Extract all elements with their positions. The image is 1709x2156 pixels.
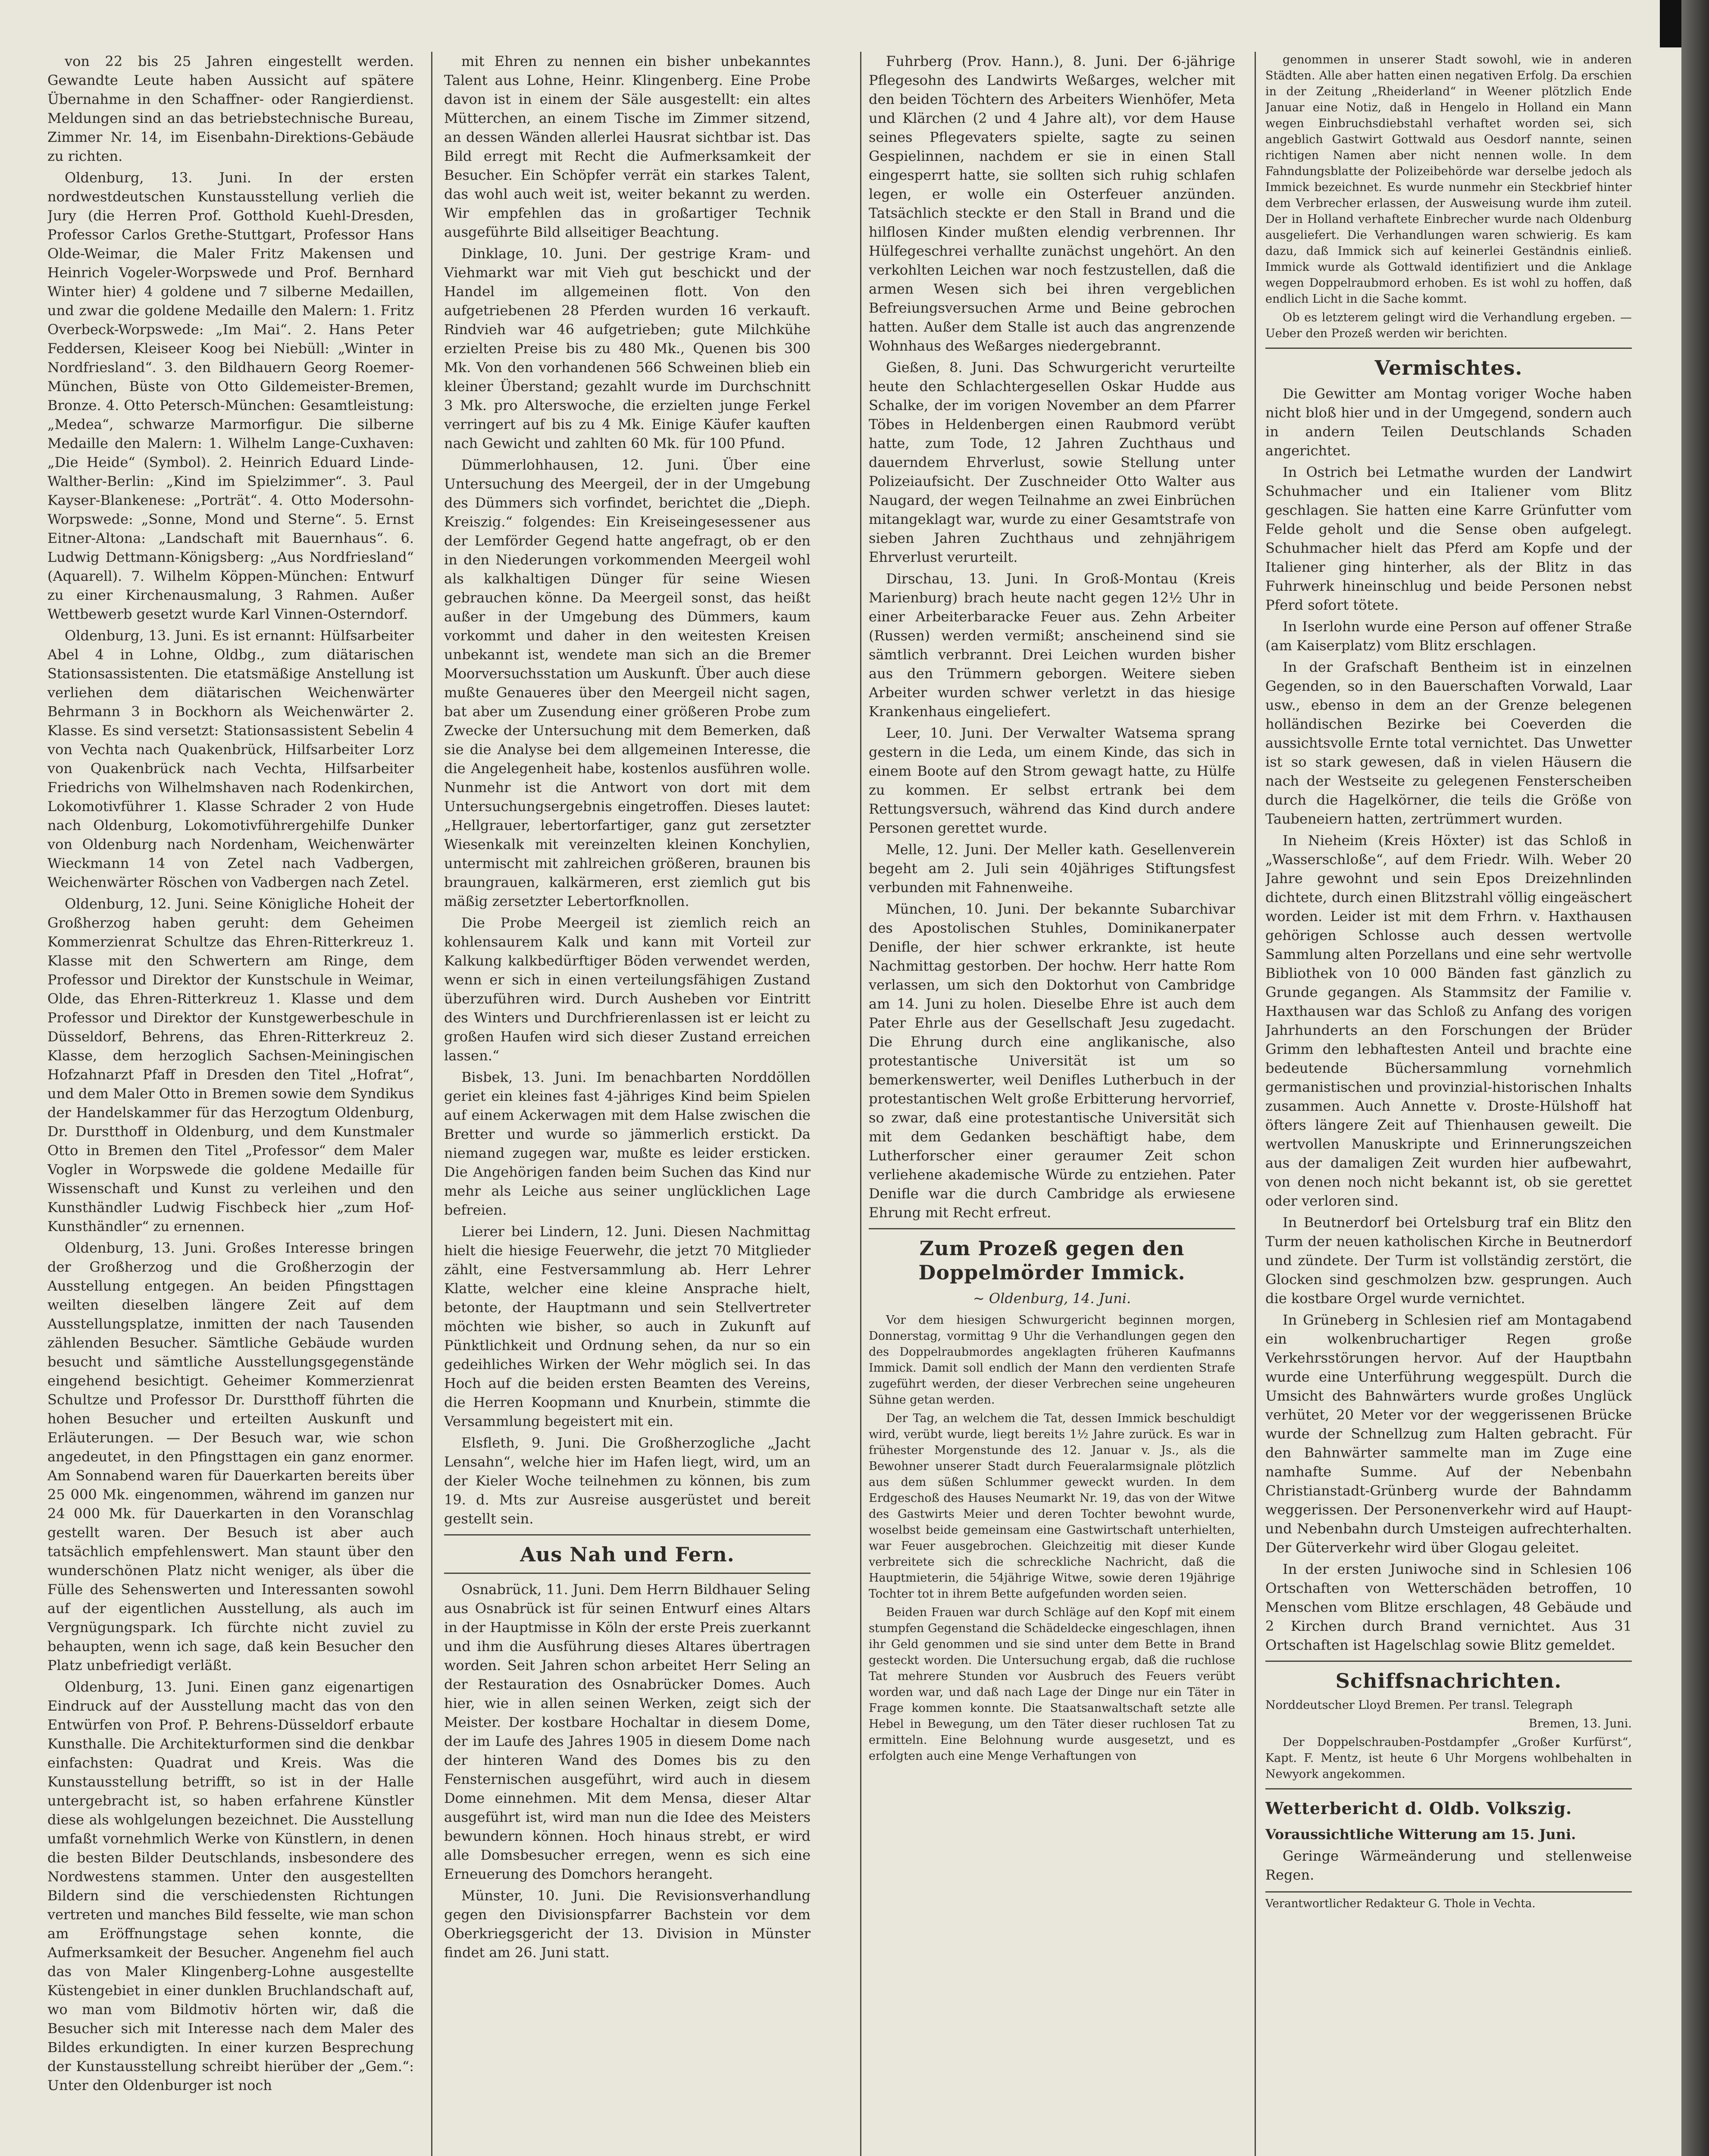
article-paragraph: In Beutnerdorf bei Ortelsburg traf ein Blitz den Turm der neuen katholischen Kirche in Beutnerdorf und zündete. Der Turm ist vollständig zerstört, die Glocken sind geschmolzen bzw. gesprungen. Auch die kostbare Orgel wurde vernichtet. — [1265, 1214, 1632, 1307]
article-paragraph: Fuhrberg (Prov. Hann.), 8. Juni. Der 6-jährige Pflegesohn des Landwirts Weßarges, welcher mit den beiden Töchtern des Arbeiters Wienhöfer, Meta und Klärchen (2 und 4 Jahre alt), vor dem Hause seines Pflegevaters spielte, sagte zu seinen Gespielinnen, nachdem er sie in einen Stall eingesperrt hatte, sie sollten sich ruhig schlafen legen, er wolle ein Osterfeuer anzünden. Tatsächlich steckte er den Stall in Brand und die hilflosen Kinder mußten elendig verbrennen. Ihr Hülfegeschrei verhallte zunächst ungehört. An den verkohlten Leichen war noch festzustellen, daß die armen Wesen sich bei ihren vergeblichen Befreiungsversuchen Arme und Beine gebrochen hatten. Außer dem Stalle ist auch das angrenzende Wohnhaus des Weßarges niedergebrannt. — [869, 53, 1235, 354]
article-paragraph: Oldenburg, 13. Juni. Großes Interesse bringen der Großherzog und die Großherzogin der Ausstellung entgegen. An beiden Pfingsttagen weilten dieselben längere Zeit auf dem Ausstellungsplatze, inmitten der nach Tausenden zählenden Besucher. Sämtliche Gebäude wurden besucht und sämtliche Ausstellungsgegenstände eingehend besichtigt. Geheimer Kommerzienrat Schultze und Professor Dr. Durstthoff führten die hohen Besucher und erteilten Auskunft und Erläuterungen. — Der Besuch war, wie schon angedeutet, in den Pfingsttagen ein ganz enormer. Am Sonnabend waren für Dauerkarten bereits über 25 000 Mk. eingenommen, während im ganzen nur 24 000 Mk. für Dauerkarten in den Voranschlag gestellt waren. Der Besuch ist aber auch tatsächlich empfehlenswert. Man staunt über den wunderschönen Platz nicht weniger, als über die Fülle des Sehenswerten und Interessanten sowohl auf der eigentlichen Ausstellung, als auch im Vergnügungspark. Ich fürchte nicht zuviel zu behaupten, wenn ich sage, daß kein Besucher den Platz unbefriedigt verläßt. — [47, 1240, 414, 1673]
article-paragraph: In Iserlohn wurde eine Person auf offener Straße (am Kaiserplatz) vom Blitz erschlagen. — [1265, 618, 1632, 654]
article-paragraph: Elsfleth, 9. Juni. Die Großherzogliche „Jacht Lensahn“, welche hier im Hafen liegt, wird, um an der Kieler Woche teilnehmen zu können, bis zum 19. d. Mts zur Ausreise ausgerüstet und bereit gestellt sein. — [444, 1435, 811, 1527]
article-paragraph: Dümmerlohhausen, 12. Juni. Über eine Untersuchung des Meergeil, der in der Umgebung des Dümmers sich vorfindet, berichtet die „Dieph. Kreiszig.“ folgendes: Ein Kreiseingesessener aus der Lemförder Gegend hatte angefragt, ob er den in den Niederungen vorkommenden Meergeil wohl als kalkhaltigen Dünger für seine Wiesen gebrauchen könne. Da Meergeil sonst, das heißt außer in der Umgebung des Dümmers, kaum vorkommt und daher in den weitesten Kreisen unbekannt ist, wendete man sich an die Bremer Moorversuchsstation um Auskunft. Über auch diese mußte Genaueres über den Meergeil nicht sagen, bat aber um Zusendung einer größeren Probe zum Zwecke der Untersuchung mit dem Bemerken, daß sie die Analyse bei dem allgemeinen Interesse, die die Angelegenheit habe, kostenlos ausführen wolle. Nunmehr ist die Antwort von dort mit dem Untersuchungsergebnis eingetroffen. Dieses lautet: „Hellgrauer, lebertorfartiger, ganz gut zersetzter Wiesenkalk mit vereinzelten kleinen Konchylien, untermischt mit zahlreichen größeren, braunen bis braungrauen, kalkärmeren, erst ziemlich gut bis mäßig zersetzter Lebertorfknollen. — [444, 457, 811, 909]
section-divider — [1265, 1661, 1632, 1662]
column-rule — [431, 52, 432, 2156]
column-2 — [444, 52, 811, 2156]
section-divider — [444, 1573, 811, 1574]
dark-corner-tab — [1660, 0, 1681, 47]
section-divider — [444, 1534, 811, 1536]
article-paragraph: München, 10. Juni. Der bekannte Subarchivar des Apostolischen Stuhles, Dominikanerpater Denifle, der hier schwer erkrankte, ist heute Nachmittag gestorben. Der hochw. Herr hatte Rom verlassen, um sich den Doktorhut von Cambridge am 14. Juni zu holen. Dieselbe Ehre ist auch dem Pater Ehrle aus der Gesellschaft Jesu zugedacht. Die Ehrung durch eine anglikanische, also protestantische Universität ist um so bemerkenswerter, weil Denifles Lutherbuch in der protestantischen Welt große Erbitterung hervorrief, so zwar, daß eine protestantische Universität sich mit dem Gedanken beschäftigt habe, dem Lutherforscher einer geraumer Zeit schon verliehene akademische Würde zu entziehen. Pater Denifle war die durch Cambridge als erwiesene Ehrung mit Recht erfreut. — [869, 901, 1235, 1221]
article-paragraph: Leer, 10. Juni. Der Verwalter Watsema sprang gestern in die Leda, um einem Kinde, das sich in einem Boote auf den Strom gewagt hatte, zu Hülfe zu kommen. Er selbst ertrank bei dem Rettungsversuch, während das Kind durch andere Personen gerettet wurde. — [869, 725, 1235, 836]
article-paragraph: Dinklage, 10. Juni. Der gestrige Kram- und Viehmarkt war mit Vieh gut beschickt und der Handel im allgemeinen flott. Von den aufgetriebenen 28 Pferden wurden 16 verkauft. Rindvieh war 46 aufgetrieben; gute Milchkühe erzielten Preise bis zu 480 Mk., Quenen bis 300 Mk. Von den vorhandenen 566 Schweinen blieb ein kleiner Überstand; gezahlt wurde im Durchschnitt 3 Mk. pro Alterswoche, die erzielten junge Ferkel verringert auf bis zu 4 Mk. Einige Käufer kauften nach Gewicht und zahlten 60 Mk. für 100 Pfund. — [444, 245, 811, 451]
section-divider — [1265, 348, 1632, 349]
article-paragraph: Oldenburg, 12. Juni. Seine Königliche Hoheit der Großherzog haben geruht: dem Geheimen Kommerzienrat Schultze das Ehren-Ritterkreuz 1. Klasse mit den Schwertern am Ringe, dem Professor und Direktor der Kunstschule in Weimar, Olde, das Ehren-Ritterkreuz 1. Klasse und dem Professor und Direktor der Kunstgewerbeschule in Düsseldorf, Behrens, das Ehren-Ritterkreuz 2. Klasse, dem herzoglich Sachsen-Meiningischen Hofzahnarzt Pfaff in Dresden den Titel „Hofrat“, und dem Maler Otto in Bremen sowie dem Syndikus der Handelskammer für das Herzogtum Oldenburg, Dr. Durstthoff in Oldenburg, und dem Kunstmaler Otto in Bremen den Titel „Professor“ dem Maler Vogler in Worpswede die goldene Medaille für Wissenschaft und Kunst zu verleihen und den Kunsthändler Ludwig Fischbeck hier „zum Hof-Kunsthändler“ zu ernennen. — [47, 896, 414, 1235]
ship-header: Norddeutscher Lloyd Bremen. Per transl. Telegraph — [1265, 1698, 1573, 1712]
ship-notice: Der Doppelschrauben-Postdampfer „Großer Kurfürst“, Kapt. F. Mentz, ist heute 6 Uhr Morgens wohlbehalten in Newyork angekommen. — [1265, 1736, 1632, 1781]
weather-heading: Wetterbericht d. Oldb. Volkszig. — [1265, 1799, 1572, 1818]
column-1 — [47, 52, 414, 2156]
article-paragraph: In Grüneberg in Schlesien rief am Montagabend ein wolkenbruchartiger Regen große Verkehrsstörungen hervor. Auf der Hauptbahn wurde eine Unterführung weggespült. Durch die Umsicht des Bahnwärters wurde großes Unglück verhütet, 20 Meter vor der weggerissenen Brücke wurde der Schnellzug zum Halten gebracht. Für den Bahnwärter sammelte man im Zuge eine namhafte Summe. Auf der Nebenbahn Christianstadt-Grünberg wurde der Bahndamm weggerissen. Der Personenverkehr wird auf Haupt- und Nebenbahn durch Umsteigen aufrechterhalten. Der Güterverkehr wird über Glogau geleitet. — [1265, 1312, 1632, 1556]
editor-footer: Verantwortlicher Redakteur G. Thole in Vechta. — [1265, 1891, 1632, 1912]
section-divider — [1265, 1788, 1632, 1789]
article-paragraph: Die Gewitter am Montag voriger Woche haben nicht bloß hier und in der Umgegend, sondern auch in andern Teilen Deutschlands Schaden angerichtet. — [1265, 385, 1632, 459]
column-4 — [1265, 52, 1632, 2156]
weather-text: Geringe Wärmeänderung und stellenweise Regen. — [1265, 1848, 1632, 1883]
article-heading: Zum Prozeß gegen den Doppelmörder Immick. — [918, 1237, 1186, 1284]
article-paragraph: Dirschau, 13. Juni. In Groß-Montau (Kreis Marienburg) brach heute nacht gegen 12½ Uhr in einer Arbeiterbaracke Feuer aus. Zehn Arbeiter (Russen) werden vermißt; anscheinend sind sie sämtlich verbrannt. Drei Leichen wurden bisher aus den Trümmern geborgen. Weitere sieben Arbeiter wurden schwer verletzt in das hiesige Krankenhaus eingeliefert. — [869, 570, 1235, 720]
article-dateline: ~ Oldenburg, 14. Juni. — [973, 1290, 1131, 1307]
article-paragraph: von 22 bis 25 Jahren eingestellt werden. Gewandte Leute haben Aussicht auf spätere Übernahme in den Schaffner- oder Rangierdienst. Meldungen sind an das betriebstechnische Bureau, Zimmer Nr. 14, im Eisenbahn-Direktions-Gebäude zu richten. — [47, 53, 414, 164]
column-rule — [1255, 52, 1256, 2156]
section-divider — [869, 1228, 1235, 1229]
section-heading: Vermischtes. — [1374, 356, 1523, 379]
article-paragraph: Beiden Frauen war durch Schläge auf den Kopf mit einem stumpfen Gegenstand die Schädeldecke eingeschlagen, ihnen ihr Geld genommen und sie sind unter dem Bette in Brand gesteckt worden. Die Untersuchung ergab, daß die ruchlose Tat mehrere Stunden vor Ausbruch des Feuers verübt worden war, und daß nach Lage der Dinge nur ein Täter in Frage kommen konnte. Die Staatsanwaltschaft setzte alle Hebel in Bewegung, um den Täter dieser ruchlosen Tat zu ermitteln. Eine Belohnung wurde ausgesetzt, und es erfolgten auch eine Menge Verhaftungen von — [869, 1606, 1235, 1763]
article-paragraph: genommen in unserer Stadt sowohl, wie in anderen Städten. Alle aber hatten einen negativen Erfolg. Da erschien in der Zeitung „Rheiderland“ in Weener plötzlich Ende Januar eine Notiz, daß in Hengelo in Holland ein Mann wegen Einbruchsdiebstahl verhaftet worden sei, sich angeblich Gastwirt Gottwald aus Oesdorf nannte, seinen richtigen Namen aber nicht nennen wolle. In dem Fahndungsblatte der Polizeibehörde war derselbe jedoch als Immick bezeichnet. Es wurde nunmehr ein Steckbrief hinter dem Verbrecher erlassen, der Ausweisung wurde ihm zuteil. Der in Holland verhaftete Einbrecher wurde nach Oldenburg ausgeliefert. Die Verhandlungen waren schwierig. Es kam dazu, daß Immick sich auf keinerlei Geständnis einließ. Immick wurde als Gottwald identifiziert und die Anklage wegen Doppelraubmord erhoben. Es ist wohl zu hoffen, daß endlich Licht in die Sache kommt. — [1265, 53, 1632, 306]
article-paragraph: mit Ehren zu nennen ein bisher unbekanntes Talent aus Lohne, Heinr. Klingenberg. Eine Probe davon ist in einem der Säle ausgestellt: ein altes Mütterchen, an einem Tische im Zimmer sitzend, an dessen Wänden allerlei Hausrat sichtbar ist. Das Bild erregt mit Recht die Aufmerksamkeit der Besucher. Ein Schöpfer verrät ein starkes Talent, das wohl auch weit ist, weiter bekannt zu werden. Wir empfehlen das in großartiger Technik ausgeführte Bild allseitiger Beachtung. — [444, 53, 811, 240]
section-heading: Schiffsnachrichten. — [1335, 1669, 1562, 1692]
article-paragraph: Gießen, 8. Juni. Das Schwurgericht verurteilte heute den Schlachtergesellen Oskar Hudde aus Schalke, der im vorigen November an dem Pfarrer Töbes in Heldenbergen einen Raubmord verübt hatte, zum Tode, 12 Jahren Zuchthaus und dauerndem Ehrverlust, sowie Stellung unter Polizeiaufsicht. Der Zuschneider Otto Walter aus Naugard, der wegen Teilnahme an zwei Einbrüchen mitangeklagt war, wurde zu einer Gesamtstrafe von sieben Jahren Zuchthaus und zehnjährigem Ehrverlust verurteilt. — [869, 359, 1235, 565]
column-rule — [860, 52, 861, 2156]
article-paragraph: Ob es letzterem gelingt wird die Verhandlung ergeben. — Ueber den Prozeß werden wir berichten. — [1265, 311, 1632, 340]
page-edge-shadow — [1681, 0, 1709, 2156]
article-paragraph: Oldenburg, 13. Juni. Einen ganz eigenartigen Eindruck auf der Ausstellung macht das von den Entwürfen von Prof. P. Behrens-Düsseldorf erbaute Kunsthalle. Die Architekturformen sind die denkbar einfachsten: Quadrat und Kreis. Was die Kunstausstellung betrifft, so ist in der Halle untergebracht ist, so haben erfahrene Künstler diese als wohlgelungen bezeichnet. Die Ausstellung umfaßt vornehmlich Werke von Künstlern, in denen die besten Bilder Deutschlands, insbesondere des Nordwestens stammen. Unter den ausgestellten Bildern sind die verschiedensten Richtungen vertreten und manches Bild fesselte, wie man schon am Eröffnungstage sehen konnte, die Aufmerksamkeit der Besucher. Angenehm fiel auch das von Maler Klingenberg-Lohne ausgestellte Küstengebiet in einer dunklen Bruchlandschaft auf, wo man vom Bildmotiv hörten wir, daß die Besucher sich mit Interesse nach dem Maler des Bildes erkundigten. In einer kurzen Besprechung der Kunstausstellung schreibt hierüber der „Gem.“: Unter den Oldenburger ist noch — [47, 1679, 414, 2093]
article-paragraph: Oldenburg, 13. Juni. Es ist ernannt: Hülfsarbeiter Abel 4 in Lohne, Oldbg., zum diätarischen Stationsassistenten. Die etatsmäßige Anstellung ist verliehen dem diätarischen Weichenwärter Behrmann 3 in Bockhorn als Weichenwärter 2. Klasse. Es sind versetzt: Stationsassistent Sebelin 4 von Vechta nach Quakenbrück, Hilfsarbeiter Lorz von Quakenbrück nach Vechta, Hilfsarbeiter Friedrichs von Wilhelmshaven nach Rodenkirchen, Lokomotivführer 1. Klasse Schrader 2 von Hude nach Oldenburg, Lokomotivführergehilfe Dunker von Oldenburg nach Nordenham, Weichenwärter Wieckmann 14 von Zetel nach Vadbergen, Weichenwärter Röschen von Vadbergen nach Zetel. — [47, 627, 414, 890]
weather-subheading: Voraussichtliche Witterung am 15. Juni. — [1265, 1826, 1576, 1843]
column-3 — [869, 52, 1235, 2156]
article-paragraph: In Ostrich bei Letmathe wurden der Landwirt Schuhmacher und ein Italiener vom Blitz geschlagen. Sie hatten eine Karre Grünfutter vom Felde geholt und die Sense oben aufgelegt. Schuhmacher hielt das Pferd am Kopfe und der Italiener ging hinterher, als der Blitz in das Fuhrwerk hineinschlug und beide Personen nebst Pferd sofort tötete. — [1265, 464, 1632, 613]
article-paragraph: In der Grafschaft Bentheim ist in einzelnen Gegenden, so in den Bauerschaften Vorwald, Laar usw., ebenso in dem an der Grenze belegenen holländischen Bezirke bei Coeverden die aussichtsvolle Ernte total vernichtet. Das Unwetter ist so stark gewesen, daß in vielen Häusern die nach der Westseite zu gelegenen Fensterscheiben durch die Hagelkörner, die teils die Größe von Taubeneiern hatten, zertrümmert wurden. — [1265, 659, 1632, 827]
article-paragraph: Der Tag, an welchem die Tat, dessen Immick beschuldigt wird, verübt wurde, liegt bereits 1½ Jahre zurück. Es war in frühester Morgenstunde des 12. Januar v. Js., als die Bewohner unserer Stadt durch Feueralarmsignale plötzlich aus dem süßen Schlummer geweckt wurden. In dem Erdgeschoß des Hauses Neumarkt Nr. 19, das von der Witwe des Gastwirts Meier und deren Tochter bewohnt wurde, woselbst beide gemeinsam eine Gastwirtschaft unterhielten, war Feuer ausgebrochen. Gleichzeitig mit dieser Kunde verbreitete sich die schreckliche Nachricht, daß die Hauptmieterin, die 54jährige Witwe, sowie deren 19jährige Tochter tot in ihrem Bette aufgefunden worden seien. — [869, 1412, 1235, 1601]
article-paragraph: Osnabrück, 11. Juni. Dem Herrn Bildhauer Seling aus Osnabrück ist für seinen Entwurf eines Altars in der Hauptmisse in Köln der erste Preis zuerkannt und ihm die Ausführung dieses Altares übertragen worden. Seit Jahren schon arbeitet Herr Seling an der Restauration des Osnabrücker Domes. Auch hier, wie in allen seinen Werken, zeigt sich der Meister. Der kostbare Hochaltar in diesem Dome, der im Laufe des Jahres 1905 in diesem Dome nach der hinteren Wand des Domes bis zu den Fensternischen ausgeführt, wird auch in diesem Dome einnehmen. Mit dem Mensa, dieser Altar ausgeführt ist, wird man nun die Idee des Meisters bewundern können. Hoch hinaus strebt, er wird alle Domsbesucher erregen, wenn es sich eine Erneuerung des Domchors herangeht. — [444, 1581, 811, 1882]
article-paragraph: Lierer bei Lindern, 12. Juni. Diesen Nachmittag hielt die hiesige Feuerwehr, die jetzt 70 Mitglieder zählt, eine Festversammlung ab. Herr Lehrer Klatte, welcher eine kleine Ansprache hielt, betonte, der Hauptmann und sein Stellvertreter möchten wie bisher, so auch in Zukunft auf Pünktlichkeit und Ordnung sehen, da nur so ein gedeihliches Wirken der Wehr möglich sei. In das Hoch auf die beiden ersten Beamten des Vereins, die Herren Koopmann und Knurbein, stimmte die Versammlung begeistert mit ein. — [444, 1223, 811, 1429]
section-heading: Aus Nah und Fern. — [520, 1543, 735, 1566]
article-paragraph: Bisbek, 13. Juni. Im benachbarten Norddöllen geriet ein kleines fast 4-jähriges Kind beim Spielen auf einem Ackerwagen mit dem Halse zwischen die Bretter und wurde so jämmerlich erstickt. Da niemand zugegen war, mußte es leider ersticken. Die Angehörigen fanden beim Suchen das Kind nur mehr als Leiche aus seiner unglücklichen Lage befreien. — [444, 1069, 811, 1218]
article-paragraph: Oldenburg, 13. Juni. In der ersten nordwestdeutschen Kunstausstellung verlieh die Jury (die Herren Prof. Gotthold Kuehl-Dresden, Professor Carlos Grethe-Stuttgart, Professor Hans Olde-Weimar, die Maler Fritz Makensen und Heinrich Vogeler-Worpswede und Prof. Bernhard Winter hier) 4 goldene und 7 silberne Medaillen, und zwar die goldene Medaille den Malern: 1. Fritz Overbeck-Worpswede: „Im Mai“. 2. Hans Peter Feddersen, Kleiseer Koog bei Niebüll: „Winter in Nordfriesland“. 3. den Bildhauern Georg Roemer-München, Büste von Otto Gildemeister-Bremen, Bronze. 4. Otto Petersch-München: Gesamtleistung: „Medea“, schwarze Marmorfigur. Die silberne Medaille den Malern: 1. Wilhelm Lange-Cuxhaven: „Die Heide“ (Symbol). 2. Heinrich Eduard Linde-Walther-Berlin: „Kind im Spielzimmer“. 3. Paul Kayser-Blankenese: „Porträt“. 4. Otto Modersohn-Worpswede: „Sonne, Mond und Sterne“. 5. Ernst Eitner-Altona: „Landschaft mit Bauernhaus“. 6. Ludwig Dettmann-Königsberg: „Aus Nordfriesland“ (Aquarell). 7. Wilhelm Köppen-München: Entwurf zu einer Kirchenausmalung, 3 Rahmen. Außer Wettbewerb gesetzt wurde Karl Vinnen-Osterndorf. — [47, 169, 414, 622]
article-paragraph: In der ersten Juniwoche sind in Schlesien 106 Ortschaften von Wetterschäden betroffen, 10 Menschen vom Blitze erschlagen, 48 Gebäude und 2 Kirchen durch Brand vernichtet. Aus 31 Ortschaften ist Hagelschlag sowie Blitz gemeldet. — [1265, 1561, 1632, 1653]
article-paragraph: Melle, 12. Juni. Der Meller kath. Gesellenverein begeht am 2. Juli sein 40jähriges Stiftungsfest verbunden mit Fahnenweihe. — [869, 841, 1235, 896]
ship-dateline: Bremen, 13. Juni. — [1528, 1717, 1632, 1730]
article-paragraph: Münster, 10. Juni. Die Revisionsverhandlung gegen den Divisionspfarrer Bachstein vor dem Oberkriegsgericht der 13. Division in Münster findet am 26. Juni statt. — [444, 1887, 811, 1961]
article-paragraph: In Nieheim (Kreis Höxter) ist das Schloß in „Wasserschloße“, auf dem Friedr. Wilh. Weber 20 Jahre gewohnt und sein Epos Dreizehnlinden dichtete, durch einen Blitzstrahl völlig eingeäschert worden. Leider ist mit dem Frhrn. v. Haxthausen gehörigen Schlosse auch dessen wertvolle Sammlung alten Porzellans und eine sehr wertvolle Bibliothek von 10 000 Bänden fast gänzlich zu Grunde gegangen. Als Stammsitz der Familie v. Haxthausen war das Schloß zu Anfang des vorigen Jahrhunderts an den Forschungen der Brüder Grimm den lebhaftesten Anteil und brachte eine bedeutende Büchersammlung vornehmlich germanistischen und provinzial-historischen Inhalts zusammen. Auch Annette v. Droste-Hülshoff hat öfters längere Zeit auf Thienhausen geweilt. Die wertvollen Manuskripte und Erinnerungszeichen aus der damaligen Zeit wurden hier aufbewahrt, von denen noch nicht bekannt ist, ob sie gerettet oder verloren sind. — [1265, 832, 1632, 1209]
article-paragraph: Die Probe Meergeil ist ziemlich reich an kohlensaurem Kalk und kann mit Vorteil zur Kalkung kalkbedürftiger Böden verwendet werden, wenn er sich in einen verteilungsfähigen Zustand überzuführen wird. Durch Ausheben vor Eintritt des Winters und Durchfrierenlassen ist er leicht zu großen Haufen wird sich dieser Zustand erreichen lassen.“ — [444, 915, 811, 1064]
article-paragraph: Vor dem hiesigen Schwurgericht beginnen morgen, Donnerstag, vormittag 9 Uhr die Verhandlungen gegen den des Doppelraubmordes angeklagten früheren Kaufmanns Immick. Damit soll endlich der Mann den verdienten Strafe zugeführt werden, der dieser Verbrechen seine ungeheuren Sühne getan werden. — [869, 1313, 1235, 1407]
